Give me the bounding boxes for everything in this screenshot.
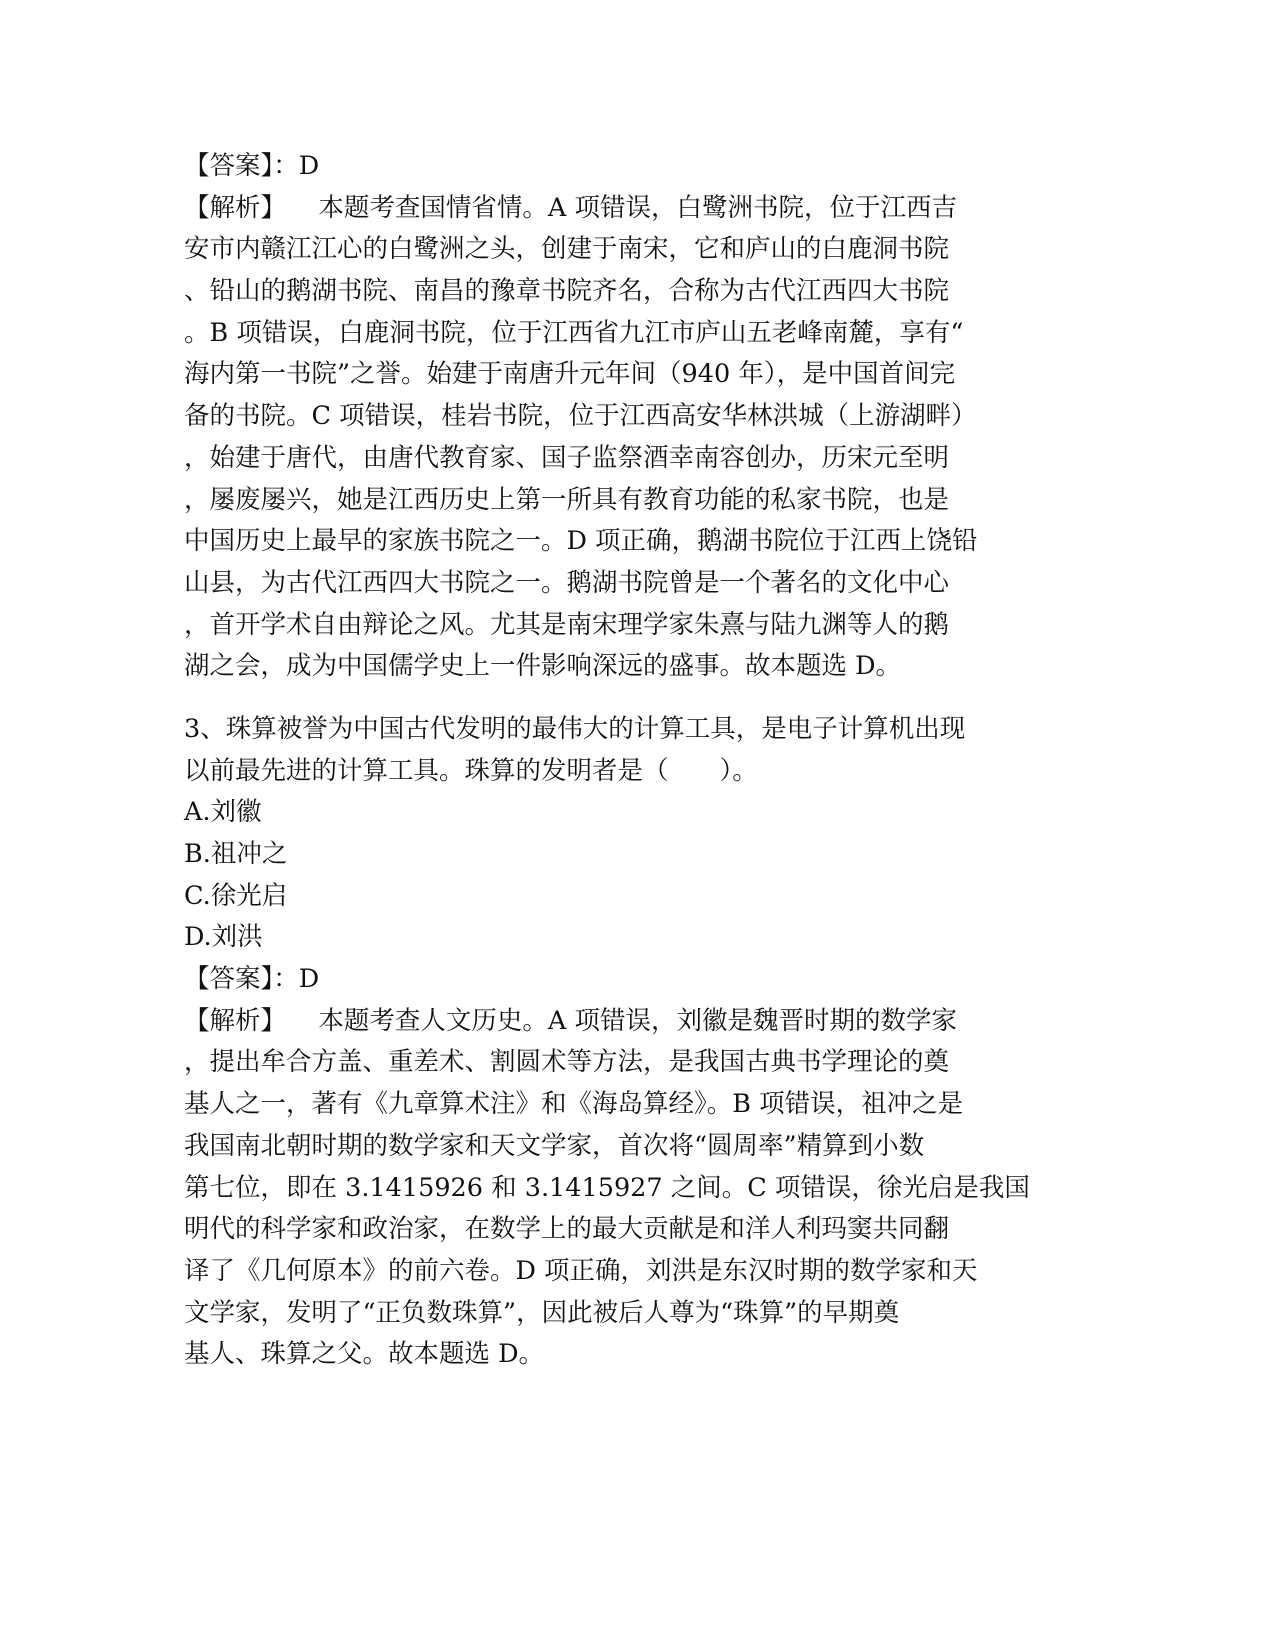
prev-analysis-line: 、铅山的鹅湖书院、南昌的豫章书院齐名，合称为古代江西四大书院 (184, 276, 950, 307)
prev-analysis-line: 山县，为古代江西四大书院之一。鹅湖书院曾是一个著名的文化中心 (184, 567, 950, 598)
analysis-line: 第七位，即在 3.1415926 和 3.1415927 之间。C 项错误，徐光启是我国 (184, 1172, 1030, 1203)
prev-analysis-line: 湖之会，成为中国儒学史上一件影响深远的盛事。故本题选 D。 (184, 651, 902, 682)
analysis-line: 明代的科学家和政治家，在数学上的最大贡献是和洋人利玛窦共同翻 (184, 1214, 950, 1245)
section-gap (184, 688, 1084, 709)
prev-analysis-line: 【解析】 本题考查国情省情。A 项错误，白鹭洲书院，位于江西吉 (184, 192, 957, 223)
analysis-line: 基人之一，著有《九章算术注》和《海岛算经》。B 项错误，祖冲之是 (184, 1089, 964, 1120)
prev-analysis-line: 安市内赣江江心的白鹭洲之头，创建于南宋，它和庐山的白鹿洞书院 (184, 234, 950, 265)
prev-analysis-line: 备的书院。C 项错误，桂岩书院，位于江西高安华林洪城（上游湖畔） (184, 401, 977, 432)
option-c: C.徐光启 (184, 880, 288, 911)
prev-analysis-line: ，始建于唐代，由唐代教育家、国子监祭酒幸南容创办，历宋元至明 (184, 442, 950, 473)
prev-analysis-line: ，屡废屡兴，她是江西历史上第一所具有教育功能的私家书院，也是 (184, 484, 950, 515)
prev-analysis-line: ，首开学术自由辩论之风。尤其是南宋理学家朱熹与陆九渊等人的鹅 (184, 609, 950, 640)
analysis-line: 【解析】 本题考查人文历史。A 项错误，刘徽是魏晋时期的数学家 (184, 1005, 957, 1036)
analysis-line: ，提出牟合方盖、重差术、割圆术等方法，是我国古典书学理论的奠 (184, 1047, 950, 1078)
page-content (184, 146, 1084, 1376)
question-stem-line: 3、珠算被誉为中国古代发明的最伟大的计算工具，是电子计算机出现 (184, 713, 966, 744)
prev-analysis-line: 。B 项错误，白鹿洞书院，位于江西省九江市庐山五老峰南麓，享有“ (184, 317, 964, 348)
analysis-line: 我国南北朝时期的数学家和天文学家，首次将“圆周率”精算到小数 (184, 1130, 925, 1161)
prev-analysis-line: 中国历史上最早的家族书院之一。D 项正确，鹅湖书院位于江西上饶铅 (184, 526, 978, 557)
option-b: B.祖冲之 (184, 839, 288, 869)
option-d: D.刘洪 (184, 922, 263, 953)
answer-line: 【答案】：D (184, 964, 320, 995)
option-a: A.刘徽 (184, 797, 262, 828)
prev-analysis-line: 海内第一书院”之誉。始建于南唐升元年间（940 年），是中国首间完 (184, 359, 956, 390)
analysis-line: 基人、珠算之父。故本题选 D。 (184, 1339, 545, 1370)
analysis-line: 译了《几何原本》的前六卷。D 项正确，刘洪是东汉时期的数学家和天 (184, 1255, 978, 1286)
prev-answer-line: 【答案】：D (184, 151, 320, 181)
question-stem-line: 以前最先进的计算工具。珠算的发明者是（ ）。 (184, 755, 758, 786)
analysis-line: 文学家，发明了“正负数珠算”，因此被后人尊为“珠算”的早期奠 (184, 1297, 900, 1328)
